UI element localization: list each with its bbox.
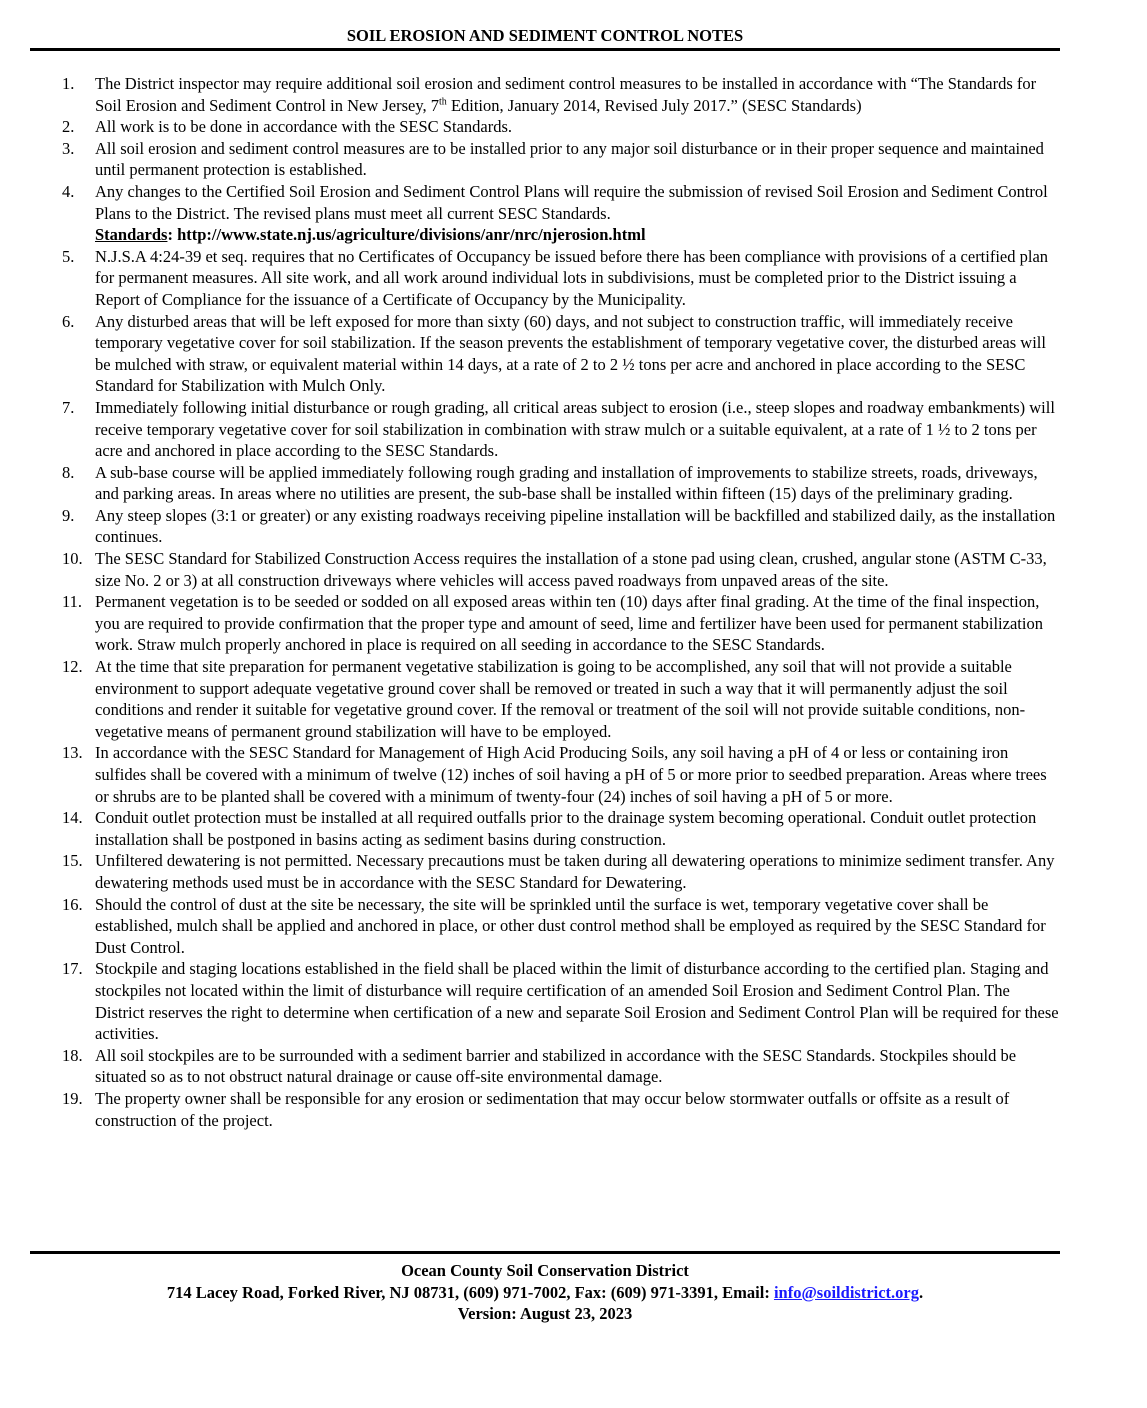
note-item-17 — [30, 958, 1062, 1044]
note-text: Should the control of dust at the site be necessary, the site will be sprinkled until the surface is wet, temporary vegetative cover shall be established, mulch shall be applied and anchored in place, or other dust control method shall be employed as required by the SESC Standard for Dust Control. — [95, 894, 1046, 957]
note-item-18 — [30, 1045, 1062, 1088]
note-item-1 — [30, 73, 1062, 116]
note-number: 11. — [62, 592, 83, 612]
version-text: Version: August 23, 2023 — [457, 1304, 633, 1324]
note-item-13 — [30, 742, 1062, 807]
note-number: 3. — [62, 138, 75, 158]
notes-list — [30, 73, 1062, 1131]
standards-label: Standards — [95, 225, 168, 245]
note-text: Conduit outlet protection must be installed at all required outfalls prior to the drainage system becoming operational. Conduit outlet protection installation shall be postponed in basins acting as sediment basins during construction. — [95, 808, 1037, 849]
note-text: Unfiltered dewatering is not permitted. Necessary precautions must be taken during all dewatering operations to minimize sediment transfer. Any dewatering methods used must be in accordance with the SESC Standard for Dewatering. — [95, 851, 1055, 892]
note-text: Permanent vegetation is to be seeded or sodded on all exposed areas within ten (10) days after final grading. At the time of the final inspection, you are required to provide confirmation that the proper type and amount of seed, lime and fertilizer have been used for permanent stabilization work. Straw mulch properly anchored in place is required on all seeding in accordance to the SESC Standards. — [95, 592, 1043, 655]
note-number: 6. — [62, 311, 75, 331]
note-number: 8. — [62, 462, 75, 482]
note-item-12 — [30, 656, 1062, 742]
header-divider — [30, 48, 1060, 51]
note-text: The SESC Standard for Stabilized Construction Access requires the installation of a stone pad using clean, crushed, angular stone (ASTM C-33, size No. 2 or 3) at all construction driveways where vehicles will access paved roadways from unpaved areas of the site. — [95, 549, 1047, 590]
note-item-14 — [30, 807, 1062, 850]
note-text: Immediately following initial disturbance or rough grading, all critical areas subject to erosion (i.e., steep slopes and roadway embankments) will receive temporary vegetative cover for soil stabilization in combination with straw mulch or a suitable equivalent, at a rate of 1 ½ to 2 tons per acre and anchored in place according to the SESC Standards. — [95, 397, 1055, 461]
note-text: In accordance with the SESC Standard for Management of High Acid Producing Soils, any soil having a pH of 4 or less or containing iron sulfides shall be covered with a minimum of twelve (12) inches of soil having a pH of 5 or more prior to seedbed preparation. Areas where trees or shrubs are to be planted shall be covered with a minimum of twenty-four (24) inches of soil having a pH of 5 or more. — [95, 743, 1047, 806]
note-text: All soil stockpiles are to be surrounded with a sediment barrier and stabilized in accordance with the SESC Standards. Stockpiles should be situated so as to not obstruct natural drainage or cause off-site environmental damage. — [95, 1045, 1017, 1087]
note-item-7 — [30, 397, 1062, 462]
standards-url: : http://www.state.nj.us/agriculture/divisions/anr/nrc/njerosion.html — [167, 225, 646, 245]
note-number: 1. — [62, 74, 75, 93]
organization-name: Ocean County Soil Conservation District — [401, 1261, 689, 1280]
note-text: Any steep slopes (3:1 or greater) or any existing roadways receiving pipeline installation will be backfilled and stabilized daily, as the installation continues. — [95, 505, 1056, 547]
note-item-15 — [30, 850, 1062, 893]
note-text: All work is to be done in accordance with the SESC Standards. — [95, 117, 513, 137]
note-item-9 — [30, 505, 1062, 548]
note-text: All soil erosion and sediment control measures are to be installed prior to any major soil disturbance or in their proper sequence and maintained until permanent protection is established. — [95, 138, 1044, 180]
note-item-11 — [30, 591, 1062, 656]
page-title: SOIL EROSION AND SEDIMENT CONTROL NOTES — [346, 26, 744, 45]
note-number: 10. — [62, 549, 83, 569]
note-number: 16. — [62, 894, 83, 914]
note-number: 2. — [62, 117, 75, 137]
note-text: Any changes to the Certified Soil Erosion and Sediment Control Plans will require the submission of revised Soil Erosion and Sediment Control Plans to the District. The revised plans must meet all current SESC Standards. — [95, 181, 1048, 223]
note-number: 19. — [62, 1088, 83, 1108]
footer — [30, 1260, 1060, 1325]
note-number: 17. — [62, 959, 83, 979]
note-text: The property owner shall be responsible for any erosion or sedimentation that may occur below stormwater outfalls or offsite as a result of construction of the project. — [95, 1088, 1010, 1130]
note-number: 14. — [62, 808, 83, 828]
note-text: The District inspector may require additional soil erosion and sediment control measures to be installed in accordance with “The Standards for Soil Erosion and Sediment Control in New Jersey, 7th Edition, January 2014, Revised July 2017.” (SESC Standards) — [95, 74, 1037, 115]
note-number: 15. — [62, 851, 83, 871]
note-item-4 — [30, 181, 1062, 246]
contact-line: 714 Lacey Road, Forked River, NJ 08731, (609) 971-7002, Fax: (609) 971-3391, Email: info@soildistrict.org. — [166, 1282, 924, 1302]
address-text: 714 Lacey Road, Forked River, NJ 08731, (609) 971-7002, Fax: (609) 971-3391, Email: — [166, 1282, 774, 1302]
note-number: 4. — [62, 181, 75, 201]
email-link[interactable]: info@soildistrict.org — [773, 1282, 919, 1302]
note-number: 9. — [62, 505, 75, 525]
note-text: A sub-base course will be applied immediately following rough grading and installation of improvements to stabilize streets, roads, driveways, and parking areas. In areas where no utilities are present, the sub-base shall be installed within fifteen (15) days of the preliminary grading. — [95, 462, 1038, 504]
note-number: 18. — [62, 1045, 83, 1065]
note-item-6 — [30, 311, 1062, 397]
note-item-2 — [30, 116, 1062, 138]
note-item-8 — [30, 462, 1062, 505]
note-number: 12. — [62, 657, 83, 677]
note-text: Stockpile and staging locations established in the field shall be placed within the limit of disturbance according to the certified plan. Staging and stockpiles not located within the limit of disturbance will require certification of an amended Soil Erosion and Sediment Control Plan. The District reserves the right to determine when certification of a new and separate Soil Erosion and Sediment Control Plan will be required for these activities. — [95, 959, 1059, 1044]
note-text: N.J.S.A 4:24-39 et seq. requires that no Certificates of Occupancy be issued before there has been compliance with provisions of a certified plan for permanent measures. All site work, and all work around individual lots in subdivisions, must be completed prior to the District issuing a Report of Compliance for the issuance of a Certificate of Occupancy by the Municipality. — [95, 246, 1049, 309]
note-item-16 — [30, 894, 1062, 959]
footer-divider — [30, 1251, 1060, 1254]
note-number: 5. — [62, 246, 75, 266]
note-number: 7. — [62, 397, 75, 417]
note-item-10 — [30, 548, 1062, 591]
note-text: Any disturbed areas that will be left exposed for more than sixty (60) days, and not subject to construction traffic, will immediately receive temporary vegetative cover for soil stabilization. If the season prevents the establishment of temporary vegetative cover, the disturbed areas will be mulched with straw, or equivalent material within 14 days, at a rate of 2 to 2 ½ tons per acre and anchored in place according to the SESC Standard for Stabilization with Mulch Only. — [95, 311, 1046, 396]
note-item-3 — [30, 138, 1062, 181]
note-text: At the time that site preparation for permanent vegetative stabilization is going to be accomplished, any soil that will not provide a suitable environment to support adequate vegetative ground cover shall be removed or treated in such a way that it will permanently adjust the soil conditions and render it suitable for vegetative ground cover. If the removal or treatment of the soil will not provide suitable conditions, non-vegetative means of permanent ground stabilization will have to be employed. — [95, 657, 1026, 741]
ordinal-suffix: th — [439, 96, 447, 108]
note-item-19 — [30, 1088, 1062, 1131]
standards-link-line — [95, 224, 1062, 246]
note-item-5 — [30, 246, 1062, 311]
note-number: 13. — [62, 743, 83, 763]
